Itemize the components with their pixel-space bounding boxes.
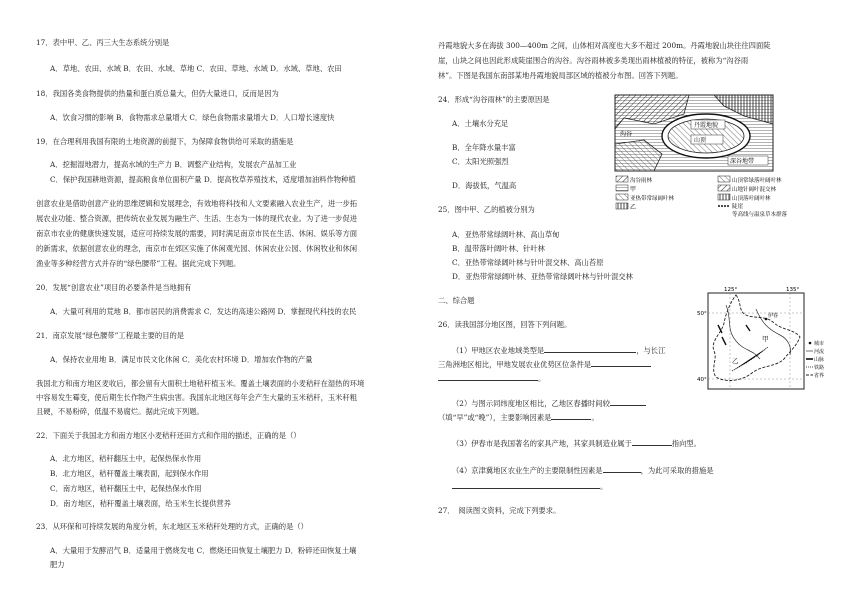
q26-text: 。 (600, 482, 608, 491)
q21-stem: 21．南京发展“绿色腰带”工程最主要的目的是 (36, 331, 185, 340)
passage1-line: 展农业功能、整合资源，把传统农业发展为融生产、生活、生态为一体的现代农业。为了进一步促进 (36, 214, 358, 223)
veg-label: 沟谷 (620, 131, 633, 138)
legend-label: 河流 (814, 349, 825, 355)
legend-swatch (616, 194, 628, 200)
veg-label: 丹霞地貌 (694, 122, 719, 129)
legend-swatch (616, 176, 628, 182)
answer-blank[interactable] (551, 411, 591, 420)
legend-label: 陡崖 (732, 204, 744, 210)
legend-label: 亚热带常绿阔叶林 (630, 196, 675, 202)
q22-option: B．北方地区，秸秆覆盖土壤表面，起到保水作用 (50, 469, 209, 478)
q22-option: C．南方地区，秸秆翻压土中，起保热保水作用 (50, 484, 202, 493)
q20-options: A．大量可利用的荒地 B．都市居民的消费需求 C．发达的高速公路网 D．掌握现代科技的农民 (50, 307, 357, 316)
q26-text: 。 (591, 413, 599, 422)
q23-options-row-2: 肥力 (50, 560, 65, 569)
answer-blank[interactable] (632, 437, 672, 446)
q25-option: C．亚热带常绿阔叶林与针叶混交林、高山苔原 (452, 258, 604, 267)
q17-stem: 17．表中甲、乙、丙三大生态系统分别是 (36, 38, 170, 47)
answer-blank[interactable] (438, 372, 538, 381)
legend-label: 山地针阔叶混交林 (732, 187, 777, 193)
lat-label: 50° (697, 311, 707, 317)
q18-options: A．饮食习惯的影响 B．食物需求总量增大 C．绿色食物需求量增大 D．人口增长速度快 (50, 113, 335, 122)
q17-options: A．草地、农田、水域 B．农田、水域、草地 C．农田、草地、水域 D．水域、草地、农田 (50, 64, 342, 73)
q24-option: C．太阳光照强烈 (452, 157, 509, 166)
legend-swatch (718, 176, 730, 182)
answer-blank[interactable] (544, 344, 636, 353)
q26-part2-line1 (452, 397, 646, 409)
q24-option: B．全年降水量丰富 (452, 143, 516, 152)
answer-blank[interactable] (610, 397, 646, 406)
q26-text: （填“早”或“晚”），主要影响因素是 (438, 413, 552, 422)
q20-stem: 20．发展“创意农业”项目的必要条件是当地拥有 (36, 283, 192, 292)
region-mark-yi: 乙 (732, 357, 739, 365)
legend-swatch (718, 185, 730, 191)
legend-label: 山顶落叶阔叶林 (732, 196, 771, 202)
legend-label: 等高线与温泉草本群落 (732, 212, 788, 218)
lon-label: 135° (786, 287, 800, 293)
q26-text: ，为此可采取的措施是 (640, 466, 714, 475)
legend-swatch (616, 203, 628, 209)
q22-stem: 22．下面关于我国北方和南方地区小麦秸秆还田方式和作用的描述，正确的是（） (36, 431, 301, 440)
q22-option: A．北方地区，秸秆翻压土中，起保热保水作用 (50, 454, 202, 463)
q25-stem: 25．图中甲、乙的植被分别为 (438, 205, 535, 214)
answer-blank[interactable] (603, 464, 641, 473)
q26-part1-line3 (438, 372, 545, 384)
section-heading: 二、综合题 (438, 296, 475, 305)
region-mark-jia: 甲 (762, 335, 769, 343)
passage1-line: 渔业等多种经营方式并存的“绿色腰带”工程。据此完成下列题。 (36, 259, 241, 268)
legend-mark-yi: 乙 (630, 204, 637, 211)
city-label: 伊春 (768, 313, 779, 319)
q26-part1-line1 (452, 344, 665, 356)
passage1-line: 的新需求，依据创意农业的理念，南京市在郊区实施了休闲观光园、休闲农业公园、休闲牧业和休闲 (36, 244, 358, 253)
answer-blank[interactable] (452, 480, 600, 489)
q23-stem: 23．从环保和可持续发展的角度分析，东北地区玉米秸秆处理的方式，正确的是（） (36, 522, 308, 531)
legend-label: 铁路 (814, 365, 825, 371)
q18-stem: 18．我国各类食物提供的热量和蛋白质总量大，但仍大量进口，反而是因为 (36, 89, 279, 98)
legend-mark-jia: 甲 (630, 186, 637, 193)
q26-text: 。 (538, 374, 546, 383)
q25-option: B．温带落叶阔叶林、针叶林 (452, 244, 545, 253)
passage2-line: 中容易发生霉变，使后期生长作物产生病虫害。我国东北地区每年会产生大量的玉米秸秆，玉米秆粗 (36, 393, 358, 402)
legend-label: 沟谷雨林 (630, 178, 653, 184)
passage1-line: 南京市农业的健康快速发展，适应可持续发展的需要，同时满足南京市民在生活、休闲、娱乐等方面 (36, 229, 358, 238)
q19-stem: 19．在合理利用我国有限的土地资源的前提下，为保障食物供给可采取的措施是 (36, 137, 294, 146)
legend-swatch (718, 194, 730, 200)
q26-stem: 26．读我国部分地区图，回答下列问题。 (438, 320, 572, 329)
passage2-line: 我国北方和南方地区麦收后，都会留有大面积土地秸秆植玉米。覆盖土壤表面的小麦秸秆在湿热的环境 (36, 379, 365, 388)
passage3-line: 丹霞地貌大多在海拔 300—400m 之间，山体相对高度也大多不超过 200m。丹霞地貌山块往往四面陡 (438, 41, 771, 50)
q26-part2-line2 (438, 411, 599, 423)
q24-option: D．海拔低，气温高 (452, 181, 517, 190)
legend-swatch (616, 185, 628, 191)
passage2-line: 且硬，不易粉碎，低温不易腐烂。据此完成下列题。 (36, 407, 204, 416)
veg-label: 深谷地带 (730, 158, 755, 165)
q25-option: A．亚热带常绿阔叶林、高山草甸 (452, 230, 560, 239)
q26-text: （1）甲地区农业地域类型是 (452, 346, 545, 355)
q26-text: （3）伊春市是我国著名的家具产地，其家具制造业属于 (452, 439, 632, 448)
lat-label: 40° (697, 377, 707, 383)
q26-text: ，与长江 (636, 346, 666, 355)
q26-part4-line2 (452, 480, 607, 492)
passage1-line: 创意农业是借助创意产业的思维逻辑和发展理念，有效地将科技和人文要素融入农业生产，进一步拓 (36, 199, 358, 208)
veg-label: 山顶 (694, 137, 707, 144)
lon-label: 125° (724, 287, 738, 293)
q22-option: D．南方地区，秸秆覆盖土壤表面，给玉米生长提供营养 (50, 499, 231, 508)
q26-text: （4）京津冀地区农业生产的主要限制性因素是 (452, 466, 603, 475)
legend-label: 山脉 (814, 357, 825, 363)
q19-option-row-2: C．保护我国耕地资源，提高粮食单位面积产量 D．提高牧草养殖技术，适度增加油料作物种植 (50, 175, 356, 184)
passage3-line: 林”。下图是我国东南部某地丹霞地貌局部区域的植被分布图。回答下列题。 (438, 71, 683, 80)
q26-part1-line2 (438, 358, 651, 370)
q26-text: 指向型。 (671, 439, 701, 448)
vegetation-map-figure (614, 94, 832, 218)
legend-label: 山顶常绿落叶阔叶林 (732, 178, 782, 184)
map-frame (708, 293, 804, 389)
q24-stem: 24．形成“沟谷雨林”的主要原因是 (438, 95, 550, 104)
q27-stem: 27． 阅读图文资料，完成下列要求。 (438, 506, 561, 515)
northeast-china-map (696, 285, 830, 395)
q19-option-row-1: A．挖掘湿地潜力，提高水域的生产力 B．调整产业结构，发展农产品加工业 (50, 160, 297, 169)
q26-part4-line1 (452, 464, 714, 476)
q23-options-row-1: A．大量用于发酵沼气 B．适量用于燃烧发电 C．燃烧还田恢复土壤肥力 D．粉碎还田恢复土壤 (50, 546, 357, 555)
legend-label: 省界 (814, 373, 825, 379)
q24-option: A．土壤水分充足 (452, 119, 509, 128)
q26-text: （2）与图示同纬度地区相比，乙地区春播时间较 (452, 399, 610, 408)
q26-part3 (452, 437, 701, 449)
q26-text: 三角洲地区相比，甲地发展农业优势区位条件是 (438, 360, 592, 369)
passage3-line: 崖，山块之间也因此形成陡崖围合的沟谷。沟谷雨林被多类现出雨林植被的特征，被称为“沟谷雨 (438, 56, 749, 65)
city-dot (765, 318, 768, 321)
q25-option: D．亚热带常绿阔叶林、亚热带常绿阔叶林与针叶混交林 (452, 272, 633, 281)
answer-blank[interactable] (591, 358, 651, 367)
q21-options: A．保持农业用地 B．满足市民文化休闲 C．美化农村环境 D．增加农作物的产量 (50, 355, 313, 364)
legend-label: 城市 (814, 341, 825, 347)
legend-city-icon (809, 342, 812, 345)
